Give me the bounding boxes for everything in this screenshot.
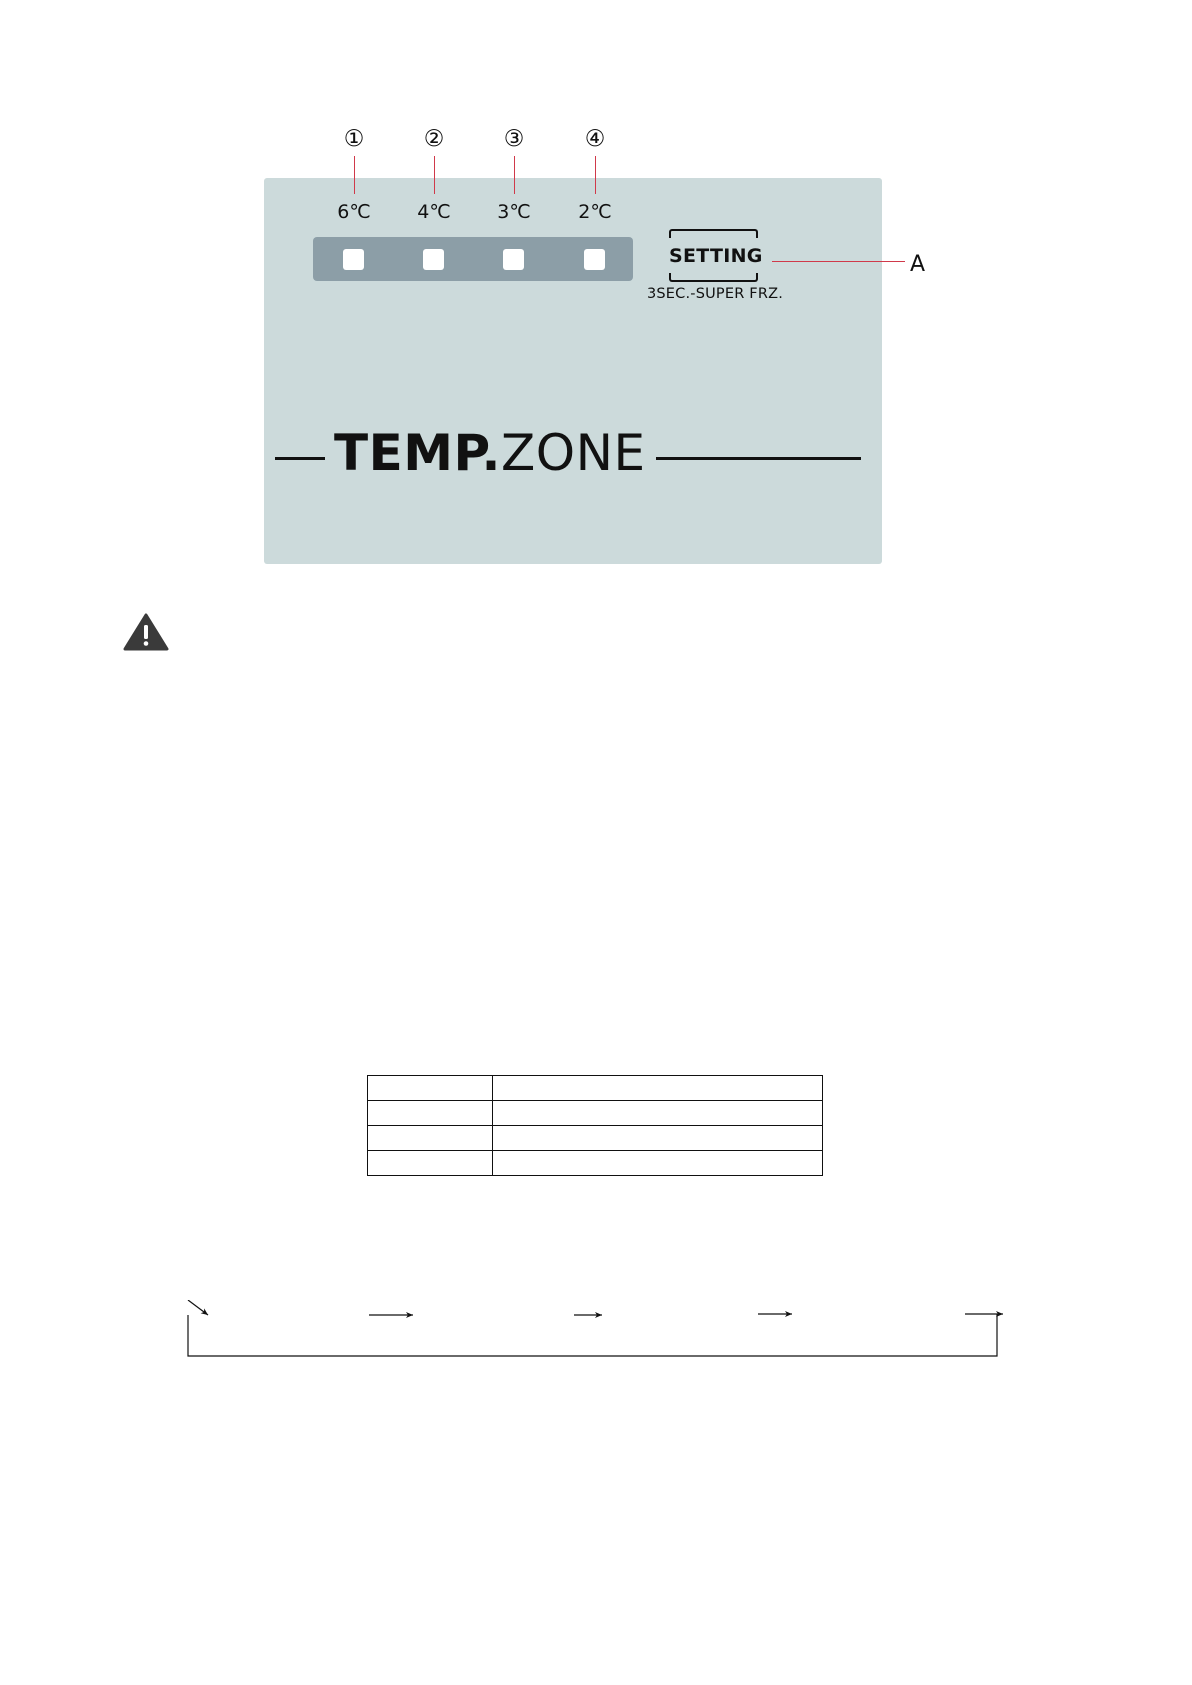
zone-rule-left bbox=[275, 457, 325, 460]
temp-label-1: 6℃ bbox=[337, 201, 371, 223]
indicator-light-1 bbox=[343, 249, 364, 270]
button-bracket-bottom bbox=[669, 273, 758, 282]
zone-title-bold: TEMP. bbox=[334, 424, 501, 482]
zone-rule-right bbox=[656, 457, 861, 460]
table-row bbox=[368, 1076, 823, 1101]
callout-number-2: ② bbox=[423, 126, 445, 152]
table-row bbox=[368, 1101, 823, 1126]
control-panel bbox=[264, 178, 882, 564]
temp-label-2: 4℃ bbox=[417, 201, 451, 223]
table-cell bbox=[493, 1101, 823, 1126]
callout-line-1 bbox=[354, 156, 355, 194]
callout-a-line bbox=[772, 261, 905, 262]
indicator-light-4 bbox=[584, 249, 605, 270]
callout-line-2 bbox=[434, 156, 435, 194]
indicator-light-2 bbox=[423, 249, 444, 270]
zone-title bbox=[334, 424, 646, 482]
cycle-return-line bbox=[188, 1314, 997, 1356]
temp-label-3: 3℃ bbox=[497, 201, 531, 223]
callout-line-3 bbox=[514, 156, 515, 194]
setting-button-sublabel: 3SEC.-SUPER FRZ. bbox=[646, 286, 784, 302]
zone-title-regular: ZONE bbox=[500, 424, 646, 482]
button-bracket-top bbox=[669, 229, 758, 238]
table-row bbox=[368, 1126, 823, 1151]
callout-line-4 bbox=[595, 156, 596, 194]
setting-button-label: SETTING bbox=[669, 245, 763, 267]
callout-number-1: ① bbox=[343, 126, 365, 152]
table-cell bbox=[493, 1126, 823, 1151]
temp-label-4: 2℃ bbox=[578, 201, 612, 223]
cycle-arrow-1 bbox=[188, 1300, 208, 1315]
table-row bbox=[368, 1151, 823, 1176]
indicator-light-3 bbox=[503, 249, 524, 270]
table-cell bbox=[368, 1151, 493, 1176]
warning-triangle-icon bbox=[123, 613, 169, 651]
cycle-flow-diagram bbox=[185, 1300, 1005, 1360]
table-cell bbox=[493, 1151, 823, 1176]
table-cell bbox=[493, 1076, 823, 1101]
callout-a-label: A bbox=[910, 252, 926, 277]
callout-number-3: ③ bbox=[503, 126, 525, 152]
table-cell bbox=[368, 1101, 493, 1126]
info-table bbox=[367, 1075, 823, 1176]
table-cell bbox=[368, 1076, 493, 1101]
setting-button[interactable] bbox=[669, 229, 763, 282]
table-cell bbox=[368, 1126, 493, 1151]
callout-number-4: ④ bbox=[584, 126, 606, 152]
